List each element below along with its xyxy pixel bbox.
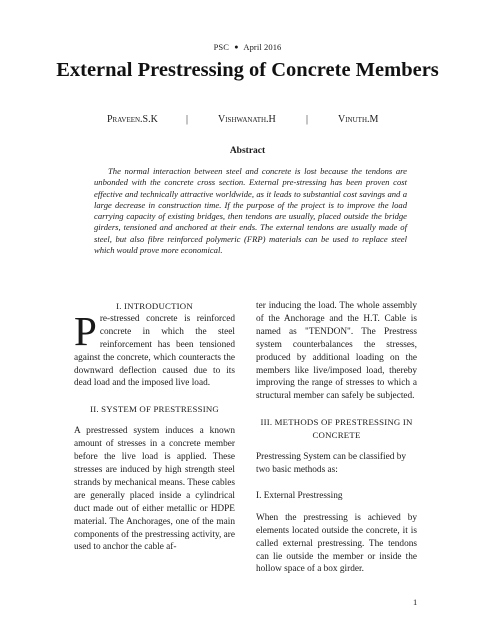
- author-separator: |: [186, 114, 189, 125]
- system-paragraph-left: A prestressed system induces a known amount of stresses in a concrete member before the live load is applied. These stresses are induced by high strength steel strands by mechanical means. These cables are generally placed inside a cylindrical duct made out of either metallic or HDPE material. The Anchorages, one of the main components of the prestressing activity, are used to anchor the cable af-: [74, 426, 236, 553]
- journal-name: PSC: [213, 42, 230, 52]
- section-heading-introduction: I. INTRODUCTION: [116, 301, 193, 311]
- section-heading-system: II. SYSTEM OF PRESTRESSING: [90, 404, 219, 415]
- publication-date: April 2016: [243, 42, 282, 52]
- running-header: [0, 42, 495, 52]
- introduction-text: re-stressed concrete is reinforced concrete in which the steel reinforcement has been tensioned against the concrete, which counteracts the downward deflection caused due to its dead load and the imposed live load.: [74, 313, 235, 389]
- section-heading-methods: III. METHODS OF PRESTRESSING IN CONCRETE: [260, 417, 413, 441]
- author-separator: |: [306, 114, 309, 125]
- abstract-text: The normal interaction between steel and concrete is lost because the tendons are unbonded with the concrete cross section. External pre-stressing has been proven cost effective and technically attractive worldwide, as it leads to substantial cost savings and a large decrease in construction time. If the purpose of the project is to improve the load carrying capacity of existing bridges, then tendons are usually, placed outside the bridge girders, tensioned and anchored at their ends. The external tendons are usually made of steel, but also fibre reinforced polymeric (FRP) materials can be used to replace steel which would prove more economical.: [94, 166, 407, 256]
- left-column: [74, 300, 235, 554]
- methods-paragraph: Prestressing System can be classified by two basic methods as:: [256, 452, 407, 475]
- subsection-heading-external: I. External Prestressing: [256, 490, 343, 501]
- external-prestressing-paragraph: When the prestressing is achieved by elements located outside the concrete, it is called external prestressing. The tendons can lie outside the member or inside the hollow space of a box girder.: [256, 512, 417, 575]
- author-3: Vinuth.M: [338, 114, 379, 125]
- system-paragraph-right: ter inducing the load. The whole assembly of the Anchorage and the H.T. Cable is named as "TENDON". The Prestress system counterbalances the stresses, produced by additional loading on the members like live/imposed load, thereby improving the range of stresses to which a structural member can safely be subjected.: [256, 301, 417, 402]
- introduction-paragraph: [74, 307, 235, 390]
- author-list: [100, 114, 400, 128]
- abstract-heading: Abstract: [229, 146, 266, 156]
- page-number: 1: [413, 597, 418, 607]
- right-column: [256, 300, 417, 576]
- paper-title: External Prestressing of Concrete Members: [56, 59, 439, 81]
- drop-cap: P: [74, 307, 97, 354]
- author-2: Vishwanath.H: [218, 114, 276, 125]
- header-separator: ●: [234, 43, 239, 51]
- author-1: Praveen.S.K: [107, 114, 158, 125]
